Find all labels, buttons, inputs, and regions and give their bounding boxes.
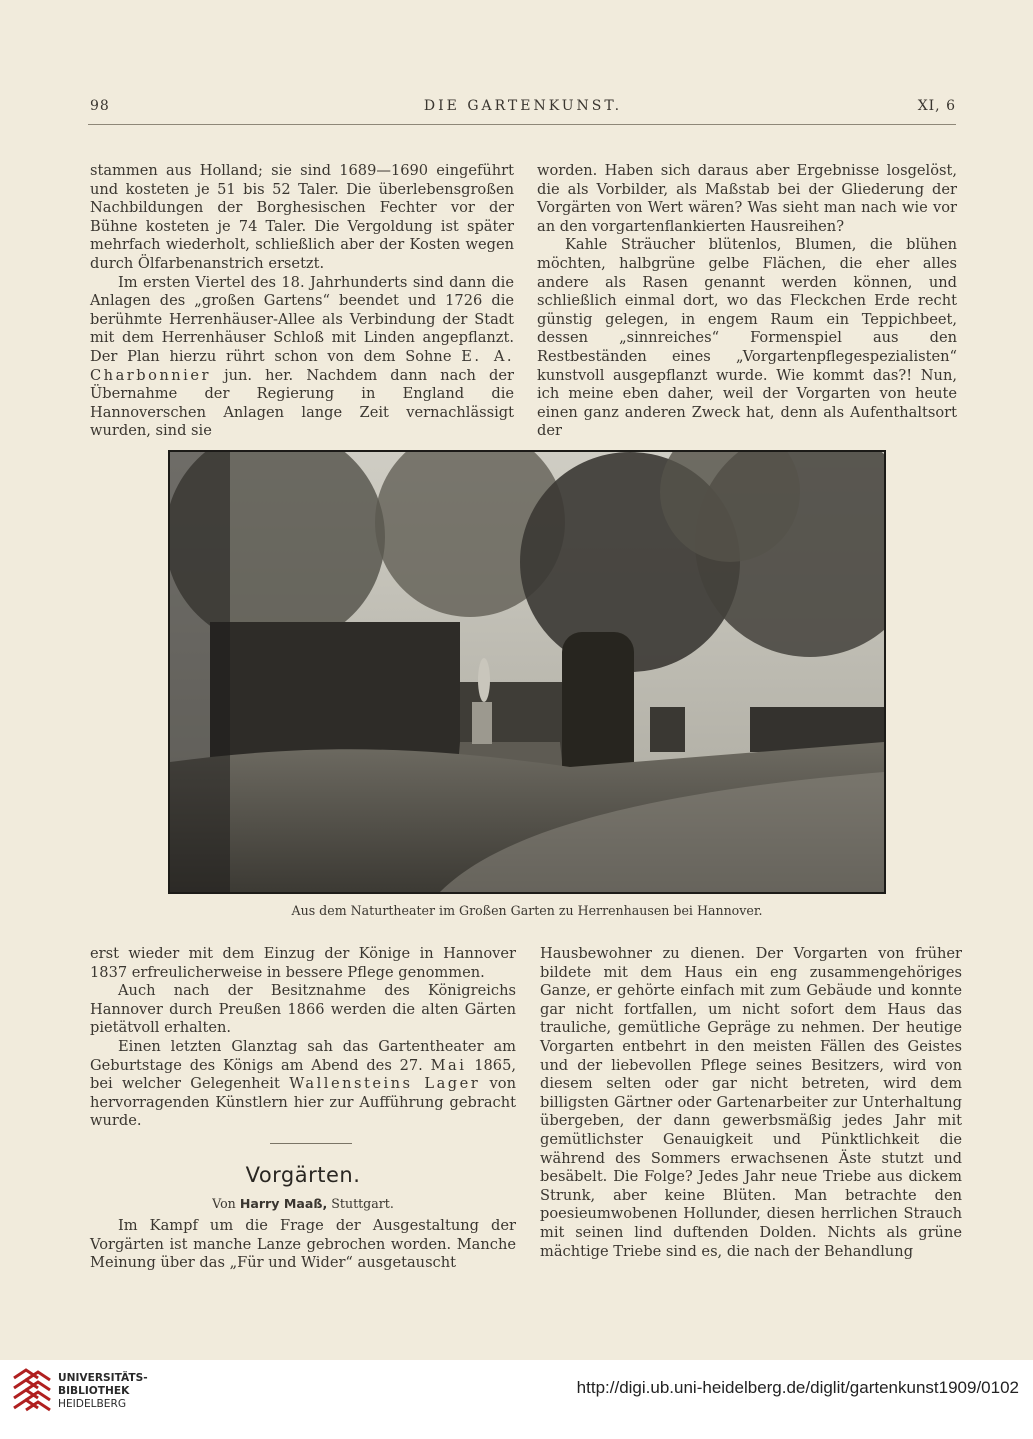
- column-top-left: [90, 162, 514, 441]
- library-name: UNIVERSITÄTS- BIBLIOTHEK HEIDELBERG: [58, 1372, 148, 1410]
- page-number: 98: [90, 98, 110, 114]
- paragraph: [90, 274, 514, 441]
- paragraph: Im Kampf um die Frage der Ausgestaltung der Vorgärten ist manche Lanze gebrochen worden. Manche Meinung über das „Für und Wider“ ausgetauscht: [90, 1217, 516, 1272]
- source-url-link[interactable]: http://digi.ub.uni-heidelberg.de/diglit/gartenkunst1909/0102: [576, 1378, 1019, 1397]
- column-top-right: [537, 162, 957, 441]
- volume-number: XI, 6: [917, 98, 956, 114]
- text-run: jun. her. Nachdem dann nach der Übernahme der Regierung in England die Hannoverschen Anlagen lange Zeit vernachlässigt wurden, sind sie: [90, 366, 514, 440]
- university-library-logo: [12, 1368, 52, 1414]
- byline-prefix: Von: [212, 1196, 236, 1211]
- paragraph: Kahle Sträucher blütenlos, Blumen, die blühen möchten, halbgrüne gelbe Flächen, die eher alles andere als Rasen genannt werden können, und schließlich einmal dort, wo das Fleckchen Erde recht günstig gelegen, in engem Raum ein Teppichbeet, dessen „sinnreiches“ Formenspiel aus den Restbeständen eines „Vorgartenpflegespezialisten“ kunstvoll ausgepflanzt wurde. Wie kommt das?! Nun, ich meine eben daher, weil der Vorgarten von heute einen ganz anderen Zweck hat, denn als Aufenthaltsort der: [537, 236, 957, 440]
- paragraph: Auch nach der Besitznahme des Königreichs Hannover durch Preußen 1866 werden die alten Gärten pietätvoll erhalten.: [90, 982, 516, 1037]
- date-word: Mai: [430, 1056, 467, 1074]
- digitization-footer: [0, 1360, 1033, 1439]
- text-run: Im ersten Viertel des 18. Jahrhunderts sind dann die Anlagen des „großen Gartens“ beendet und 1726 die berühmte Herrenhäuser-Allee als Verbindung der Stadt mit dem Herrenhäuser Schloß mit Linden angepflanzt. Der Plan hierzu rührt schon von dem Sohne: [90, 273, 514, 365]
- section-divider: [270, 1143, 352, 1144]
- paragraph: Hausbewohner zu dienen. Der Vorgarten von früher bildete mit dem Haus ein eng zusammengehöriges Ganze, er gehörte einfach mit zum Gebäude und konnte gar nicht fortfallen, um nicht sofort dem Haus das trauliche, gemütliche Gepräge zu nehmen. Der heutige Vorgarten entbehrt in den meisten Fällen des Geistes und der liebevollen Pflege seines Besitzers, wird von diesem selten oder gar nicht betreten, wird dem billigsten Gärtner oder Gartenarbeiter zur Unterhaltung übergeben, der dann gewerbsmäßig jedes Jahr mit gemütlichster Genauigkeit und Pünktlichkeit die während des Sommers erwachsenen Äste stutzt und besäbelt. Die Folge? Jedes Jahr neue Triebe aus dickem Strunk, aber keine Blüten. Man betrachte den poesieumwobenen Hollunder, diesen herrlichen Strauch mit seinen lind duftenden Dolden. Nichts als grüne mächtige Triebe sind es, die nach der Behandlung: [540, 945, 962, 1260]
- column-bottom-right: [540, 945, 962, 1261]
- article-byline: [90, 1196, 516, 1211]
- paragraph: worden. Haben sich daraus aber Ergebnisse losgelöst, die als Vorbilder, als Maßstab bei der Gliederung der Vorgärten von Wert wären? Was sieht man nach wie vor an den vorgartenflankierten Hausreihen?: [537, 162, 957, 235]
- journal-title: DIE GARTENKUNST.: [423, 98, 623, 114]
- author-location: Stuttgart.: [331, 1196, 394, 1211]
- text-run: von hervorragenden Künstlern hier zur Aufführung gebracht wurde.: [90, 1075, 516, 1130]
- column-bottom-left: [90, 945, 516, 1131]
- author-name: Harry Maaß,: [239, 1196, 328, 1211]
- text-run: 1865, bei welcher Gelegenheit: [90, 1056, 516, 1093]
- paragraph: [90, 1038, 516, 1131]
- text-run: Einen letzten Glanztag sah das Gartentheater am Geburtstage des Königs am Abend des 27.: [90, 1037, 516, 1074]
- paragraph: stammen aus Holland; sie sind 1689—1690 eingeführt und kosteten je 51 bis 52 Taler. Die überlebensgroßen Nachbildungen der Borghesischen Fechter vor der Bühne kosteten je 74 Taler. Die Vergoldung ist später mehrfach wiederholt, schließlich aber der Kosten wegen durch Ölfarbenanstrich ersetzt.: [90, 162, 514, 272]
- running-header: [90, 98, 956, 124]
- paragraph: erst wieder mit dem Einzug der Könige in Hannover 1837 erfreulicherweise in bessere Pflege genommen.: [90, 945, 516, 981]
- garden-theatre-photograph: [168, 450, 886, 894]
- header-rule: [88, 124, 956, 125]
- person-name: E. A. Charbonnier: [90, 347, 515, 384]
- article-title: Vorgärten.: [245, 1163, 361, 1187]
- photo-caption: Aus dem Naturtheater im Großen Garten zu Herrenhausen bei Hannover.: [291, 903, 763, 918]
- work-title: Wallensteins Lager: [289, 1075, 481, 1093]
- article-body-left: [90, 1217, 516, 1273]
